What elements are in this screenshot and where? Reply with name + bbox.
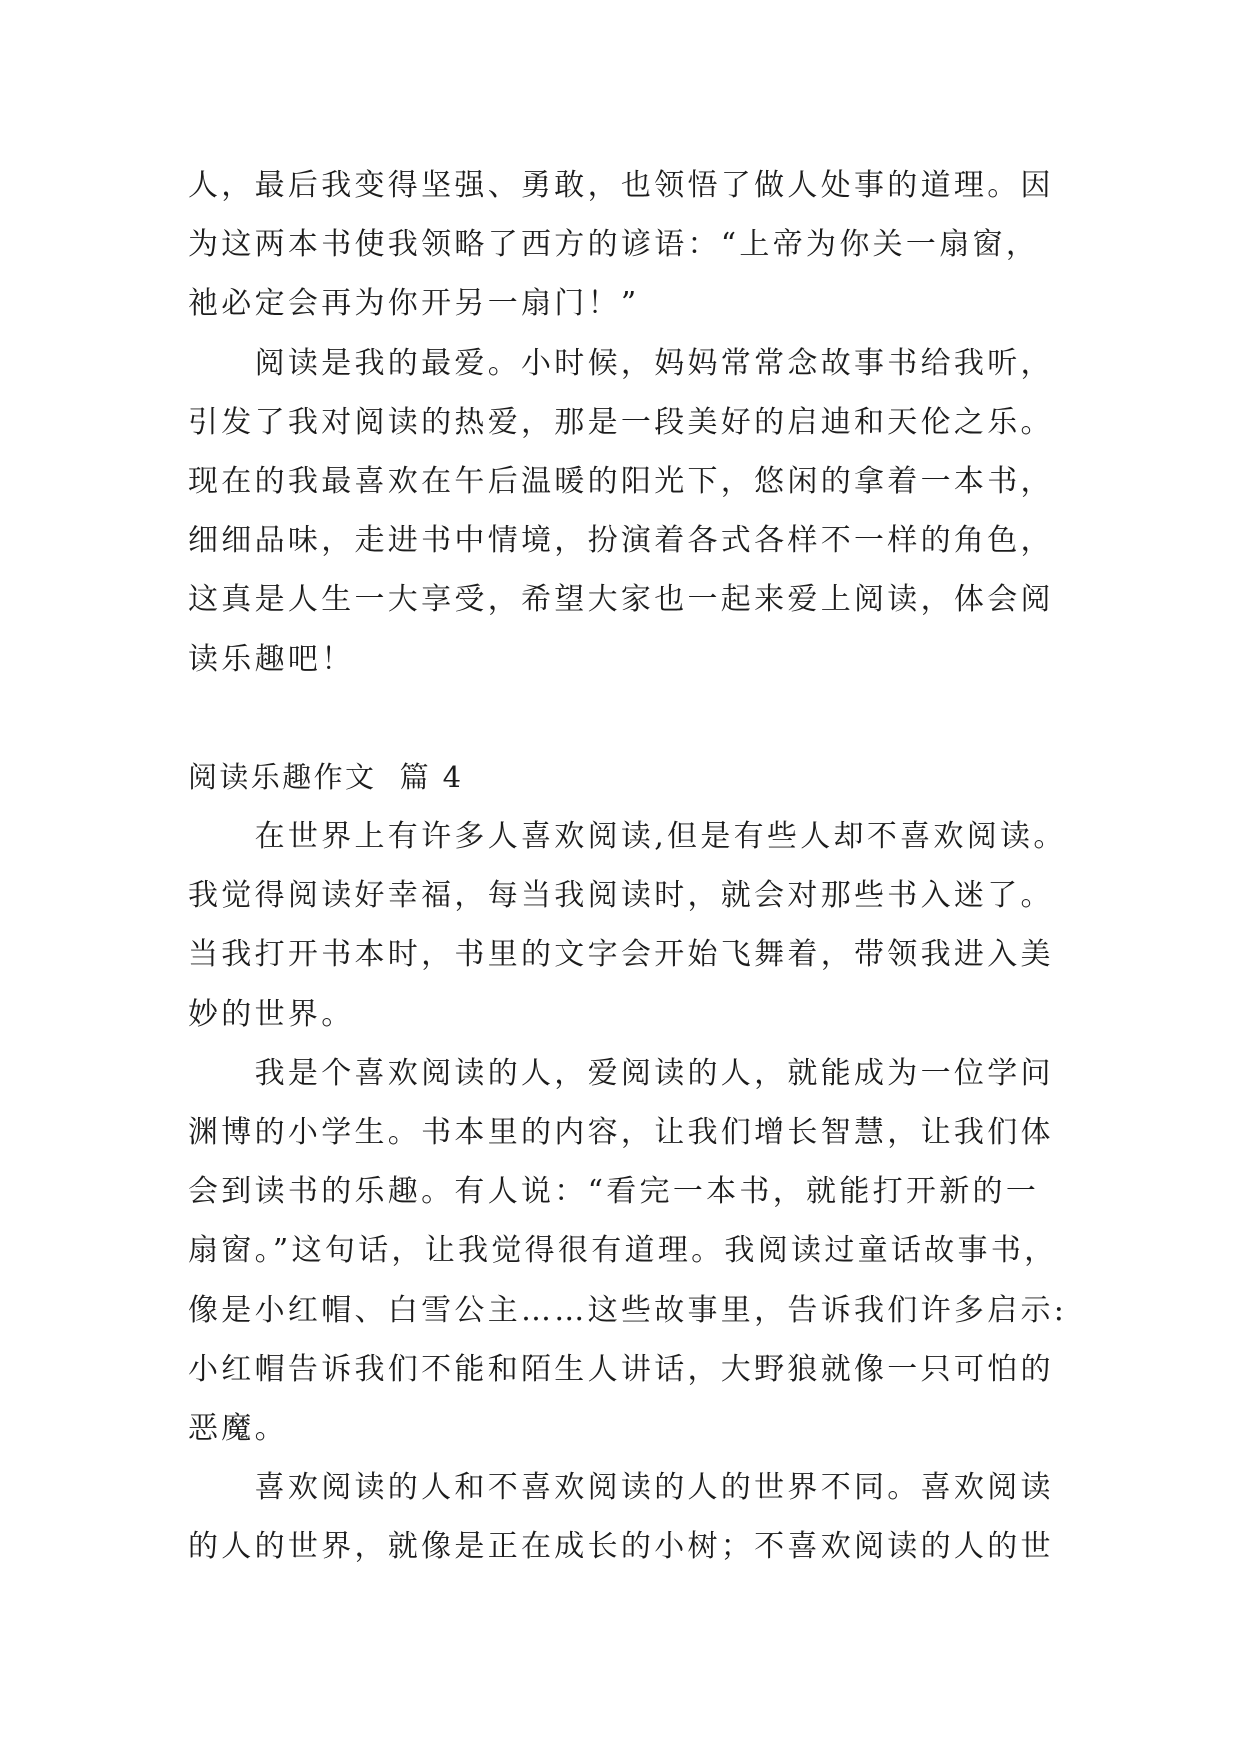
text-line: 扇窗。”这句话，让我觉得很有道理。我阅读过童话故事书， bbox=[188, 1233, 1058, 1269]
text-line: 妙的世界。 bbox=[188, 996, 355, 1032]
paragraph bbox=[188, 1044, 1088, 1458]
paragraph-reading-love bbox=[188, 334, 1088, 689]
text-line: 恶魔。 bbox=[188, 1410, 288, 1446]
text-line: 为这两本书使我领略了西方的谚语：“上帝为你关一扇窗， bbox=[188, 227, 1040, 263]
text-line: 渊博的小学生。书本里的内容，让我们增长智慧，让我们体 bbox=[188, 1115, 1054, 1150]
text-line: 小红帽告诉我们不能和陌生人讲话，大野狼就像一只可怕的 bbox=[188, 1351, 1054, 1387]
text-line: 会到读书的乐趣。有人说：“看完一本书，就能打开新的一 bbox=[188, 1174, 1040, 1210]
text-line: 的人的世界，就像是正在成长的小树；不喜欢阅读的人的世 bbox=[188, 1529, 1054, 1565]
text-line: 我觉得阅读好幸福，每当我阅读时，就会对那些书入迷了。 bbox=[188, 878, 1054, 914]
text-line: 阅读是我的最爱。小时候，妈妈常常念故事书给我听， bbox=[254, 345, 1054, 381]
page-body bbox=[188, 156, 1088, 1577]
text-line: 我是个喜欢阅读的人，爱阅读的人，就能成为一位学问 bbox=[254, 1055, 1054, 1091]
text-line: 祂必定会再为你开另一扇门！” bbox=[188, 286, 640, 322]
text-line: 在世界上有许多人喜欢阅读,但是有些人却不喜欢阅读。 bbox=[254, 819, 1067, 855]
text-line: 读乐趣吧！ bbox=[188, 641, 355, 677]
text-line: 喜欢阅读的人和不喜欢阅读的人的世界不同。喜欢阅读 bbox=[254, 1470, 1054, 1506]
text-line: 现在的我最喜欢在午后温暖的阳光下，悠闲的拿着一本书， bbox=[188, 463, 1054, 499]
paragraph bbox=[188, 1458, 1088, 1576]
text-line: 当我打开书本时，书里的文字会开始飞舞着，带领我进入美 bbox=[188, 937, 1054, 973]
section-heading: 阅读乐趣作文 篇 4 bbox=[188, 759, 464, 794]
blank-line bbox=[188, 689, 1088, 748]
text-line: 人，最后我变得坚强、勇敢，也领悟了做人处事的道理。因 bbox=[188, 168, 1054, 203]
paragraph bbox=[188, 807, 1088, 1044]
text-line: 细细品味，走进书中情境，扮演着各式各样不一样的角色， bbox=[188, 523, 1054, 559]
text-line: 像是小红帽、白雪公主……这些故事里，告诉我们许多启示: bbox=[188, 1292, 1068, 1328]
paragraph-continued bbox=[188, 156, 1088, 334]
text-line: 引发了我对阅读的热爱，那是一段美好的启迪和天伦之乐。 bbox=[188, 404, 1054, 440]
text-line: 这真是人生一大享受，希望大家也一起来爱上阅读，体会阅 bbox=[188, 582, 1054, 618]
